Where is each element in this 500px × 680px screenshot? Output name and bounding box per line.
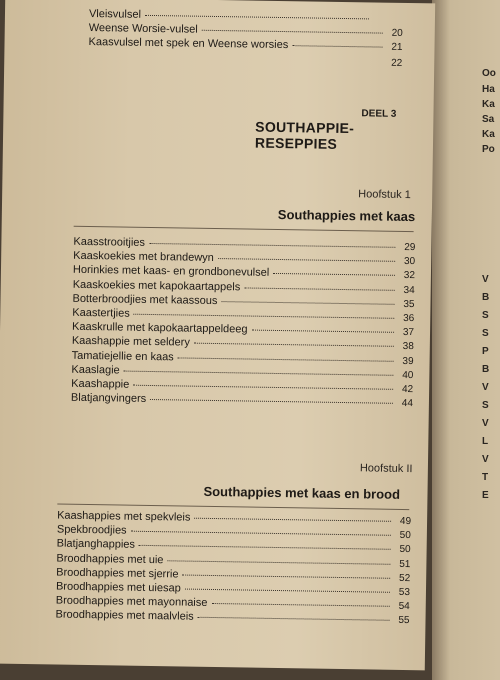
leader-dots [167,560,390,565]
toc-entry-label: Kaashappie [71,378,129,391]
toc-entry-label: Kaaskrulle met kapokaartappeldeeg [72,321,248,336]
toc-entry [88,36,402,53]
chapter-title: Southappies met kaas [278,207,415,224]
toc-entry-label: Tamatiejellie en kaas [72,349,174,363]
facing-line: Ka [482,99,495,110]
toc-entry-page: 35 [398,299,414,310]
toc-entry-label: Kaaskoekies met brandewyn [73,250,214,264]
facing-line: S [482,400,489,411]
toc-entry-page: 50 [395,544,411,555]
chapter-rule [74,226,414,232]
chapter-rule [57,504,409,511]
toc-entry-page: 38 [398,341,414,352]
toc-entry [71,392,413,409]
toc-entry-page: 51 [394,558,410,569]
leader-dots [211,603,389,607]
toc-entry-label: Horinkies met kaas- en grondbonevulsel [73,264,269,279]
toc-entry-label: Weense Worsie-vulsel [89,22,198,36]
toc-entry-label: Spekbroodjies [57,524,127,537]
facing-line: Oo [482,68,496,79]
toc-entry-page: 44 [397,398,413,409]
toc-entry-label: Broodhappies met maalvleis [55,609,193,623]
leader-dots [252,330,394,333]
toc-entry-page: 30 [399,256,415,267]
leader-dots [194,343,394,347]
toc-entry-label: Vleisvulsel [89,8,141,21]
toc-entry-label: Blatjangvingers [71,392,146,405]
facing-line: B [482,292,489,303]
leader-dots [133,385,393,390]
toc-entry-label: Kaaslagie [71,364,120,377]
chapter-label: Hoofstuk 1 [358,188,411,201]
toc-entry [55,609,409,627]
facing-line: B [482,364,489,375]
toc-entry-page: 49 [395,516,411,527]
leader-dots [182,574,390,578]
leader-dots [139,545,391,550]
facing-line: Ha [482,84,495,95]
chapter2-list [5,0,435,3]
toc-entry-label: Broodhappies met sjerrie [56,566,178,580]
toc-entry-page: 36 [398,313,414,324]
leader-dots [221,301,394,305]
toc-entry-page: 21 [386,42,402,53]
toc-entry-page: 53 [394,587,410,598]
toc-entry-label: Kaashappie met seldery [72,335,190,349]
facing-line: S [482,310,489,321]
leader-dots [198,617,390,621]
facing-line: Ka [482,129,495,140]
toc-entry-label: Kaasvulsel met spek en Weense worsies [88,36,288,51]
toc-entry [386,58,416,69]
leader-dots [178,357,394,361]
toc-entry-label: Kaastertjies [72,307,130,320]
toc-entry-label: Broodhappies met uiesap [56,581,181,595]
chapter-label: Hoofstuk II [360,462,413,475]
facing-line: V [482,454,489,465]
toc-entry-label: Broodhappies met mayonnaise [56,595,208,609]
facing-line: T [482,472,488,483]
part-label: DEEL 3 [361,108,396,120]
leader-dots [292,45,382,47]
facing-line: E [482,490,489,501]
facing-line: Po [482,144,495,155]
toc-entry-page: 55 [393,615,409,626]
leader-dots [202,30,383,34]
leader-dots [185,589,390,593]
toc-entry-label: Kaashappies met spekvleis [57,510,190,524]
toc-entry-page: 39 [398,355,414,366]
leader-dots [149,243,395,248]
facing-line: V [482,274,489,285]
toc-entry-label: Kaasstrooitjies [73,236,145,249]
toc-entry-label: Broodhappies met uie [56,552,163,566]
toc-entry-label: Kaaskoekies met kapokaartappels [73,278,241,293]
toc-entry-page: 42 [397,384,413,395]
facing-line: L [482,436,488,447]
leader-dots [145,15,369,20]
facing-line: V [482,382,489,393]
toc-entry-page: 50 [395,530,411,541]
leader-dots [273,273,395,276]
chapter1-list [5,0,435,3]
toc-entry-page: 32 [399,270,415,281]
toc-entry-page: 52 [394,573,410,584]
toc-entry-label: Blatjanghappies [57,538,135,551]
leader-dots [218,258,395,262]
facing-line: Sa [482,114,494,125]
part-title: SOUTHAPPIE-RESEPPIES [255,119,433,154]
toc-entry-page: 37 [398,327,414,338]
chapter-title: Southappies met kaas en brood [203,484,400,502]
toc-entry-label: Botterbroodjies met kaassous [72,293,217,307]
leader-dots [244,287,394,290]
leader-dots [124,370,394,375]
toc-entry-page: 54 [394,601,410,612]
leader-dots [150,399,393,404]
toc-entry-page: 29 [399,242,415,253]
toc-entry-page: 20 [387,28,403,39]
facing-line: S [482,328,489,339]
leader-dots [131,531,391,536]
toc-entry-page: 40 [397,370,413,381]
toc-entry-page: 22 [386,58,402,69]
facing-line: P [482,346,489,357]
facing-page [432,0,500,680]
leader-dots [134,314,394,319]
facing-line: V [482,418,489,429]
toc-entry-page: 34 [399,284,415,295]
leader-dots [194,518,391,522]
